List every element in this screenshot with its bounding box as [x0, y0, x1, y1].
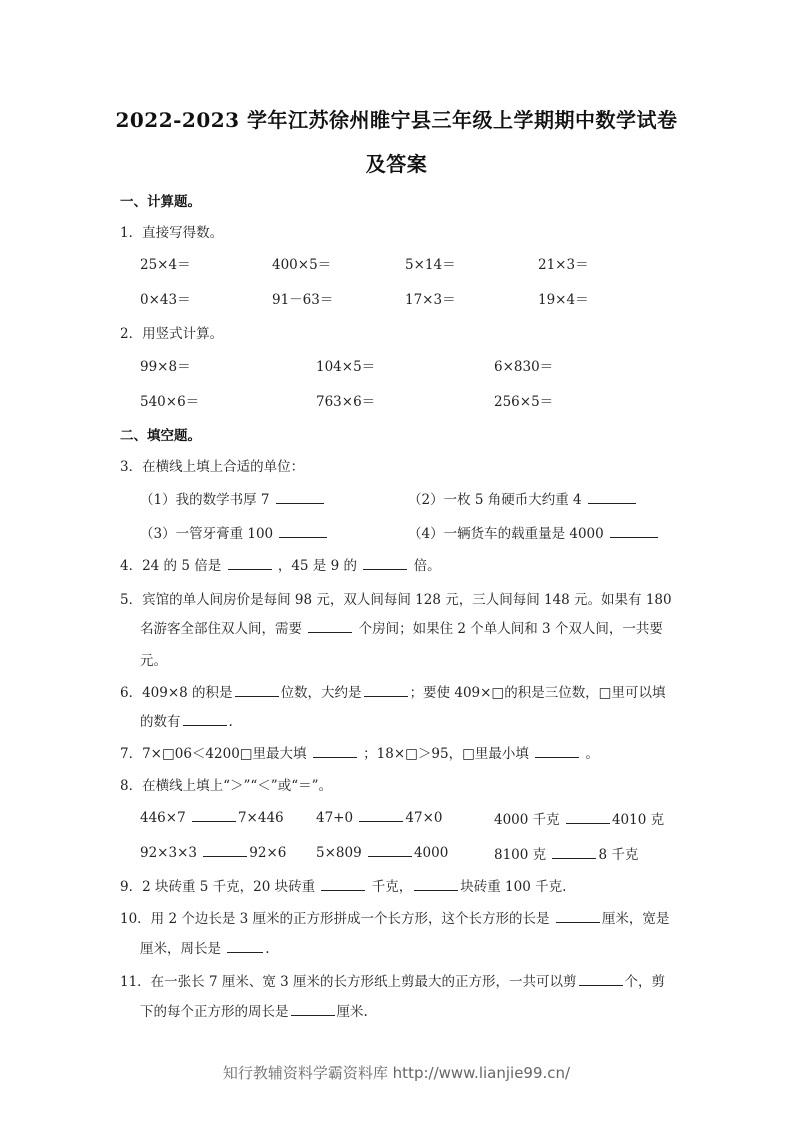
q3-item-text: （4）一辆货车的载重量是 4000: [408, 526, 604, 542]
question-2-prompt: 2．用竖式计算。: [120, 326, 224, 342]
answer-blank[interactable]: [279, 524, 327, 538]
answer-blank[interactable]: [535, 744, 579, 758]
answer-blank[interactable]: [291, 1002, 335, 1016]
q2-item: 104×5＝: [316, 359, 376, 375]
q7-text: ；18×□＞95，□里最小填: [363, 746, 529, 762]
q7-text: 7．7×□06＜4200□里最大填: [120, 746, 307, 762]
q7-text: 。: [585, 746, 599, 762]
section-heading-fill-in: 二、填空题。: [120, 428, 201, 444]
q6-text: 的数有: [140, 714, 181, 730]
answer-blank[interactable]: [610, 524, 658, 538]
answer-blank[interactable]: [203, 843, 247, 857]
document-title-line1: 2022-2023 学年江苏徐州睢宁县三年级上学期期中数学试卷: [115, 108, 678, 132]
answer-blank[interactable]: [276, 490, 324, 504]
q8-compare: [316, 808, 442, 826]
q9-text: 块砖重 100 千克.: [460, 879, 567, 895]
q1-item: 19×4＝: [538, 292, 589, 308]
answer-blank[interactable]: [192, 808, 236, 822]
answer-blank[interactable]: [368, 843, 412, 857]
answer-blank[interactable]: [228, 556, 272, 570]
answer-blank[interactable]: [359, 808, 403, 822]
answer-blank[interactable]: [321, 877, 365, 891]
question-11-line1: [120, 970, 665, 990]
answer-blank[interactable]: [183, 712, 227, 726]
q8-right: 7×446: [237, 810, 284, 826]
q8-right: 92×6: [249, 845, 287, 861]
q10-text: 厘米，周长是: [140, 941, 221, 957]
q3-item: [140, 522, 329, 542]
q8-left: 47+0: [316, 810, 354, 826]
answer-blank[interactable]: [364, 683, 408, 697]
q4-text: 4．24 的 5 倍是: [120, 558, 222, 574]
q8-left: 8100 克: [494, 847, 547, 863]
q8-right: 4000: [413, 845, 449, 861]
q10-text: 厘米，宽是: [601, 911, 670, 927]
q8-compare: [316, 843, 448, 861]
q6-text: ；要使 409×□的积是三位数，□里可以填: [409, 685, 666, 701]
answer-blank[interactable]: [588, 490, 636, 504]
q1-item: 21×3＝: [538, 257, 589, 273]
q10-text: 10．用 2 个边长是 3 厘米的正方形拼成一个长方形，这个长方形的长是: [120, 911, 550, 927]
q8-compare: [140, 808, 284, 826]
q6-text: 6．409×8 的积是: [120, 685, 233, 701]
q11-text: 下的每个正方形的周长是: [140, 1004, 289, 1020]
question-9: [120, 875, 566, 895]
q2-item: 6×830＝: [494, 359, 554, 375]
q1-item: 91－63＝: [272, 292, 334, 308]
answer-blank[interactable]: [556, 909, 600, 923]
q2-item: 99×8＝: [140, 359, 191, 375]
question-8-prompt: 8．在横线上填上“＞”“＜”或“＝”。: [120, 778, 332, 794]
question-11-line2: [140, 1000, 368, 1020]
answer-blank[interactable]: [552, 845, 596, 859]
question-7: [120, 742, 599, 762]
question-5-line1: 5．宾馆的单人间房价是每间 98 元，双人间每间 128 元，三人间每间 148 元。如果有 180: [120, 592, 672, 608]
answer-blank[interactable]: [566, 810, 610, 824]
question-6-line1: [120, 681, 665, 701]
q3-item-text: （1）我的数学书厚 7: [140, 492, 270, 508]
q2-item: 256×5＝: [494, 394, 554, 410]
q8-compare: [140, 843, 286, 861]
q6-text: .: [228, 714, 233, 730]
q8-left: 5×809: [316, 845, 362, 861]
question-10-line2: [140, 937, 270, 957]
answer-blank[interactable]: [579, 972, 623, 986]
q5-text: 个房间；如果住 2 个单人间和 3 个双人间，一共要: [358, 621, 663, 637]
section-heading-calculation: 一、计算题。: [120, 194, 201, 210]
q5-text: 名游客全部住双人间，需要: [140, 621, 302, 637]
q8-left: 4000 千克: [494, 812, 560, 828]
q8-right: 8 千克: [598, 847, 639, 863]
question-3-prompt: 3．在横线上填上合适的单位：: [120, 459, 305, 475]
q1-item: 0×43＝: [140, 292, 191, 308]
q6-text: 位数，大约是: [280, 685, 362, 701]
q1-item: 17×3＝: [405, 292, 456, 308]
answer-blank[interactable]: [363, 556, 407, 570]
q8-left: 446×7: [140, 810, 186, 826]
answer-blank[interactable]: [414, 877, 458, 891]
answer-blank[interactable]: [308, 619, 352, 633]
q2-item: 540×6＝: [140, 394, 200, 410]
question-5-line2: [140, 617, 663, 637]
q8-compare: [494, 843, 638, 863]
footer-watermark: 知行教辅资料学霸资料库 http://www.lianjie99.cn/: [222, 1064, 571, 1082]
q8-compare: [494, 808, 664, 828]
q3-item: [408, 488, 638, 508]
question-1-prompt: 1．直接写得数。: [120, 225, 224, 241]
q9-text: 千克，: [371, 879, 413, 895]
q3-item-text: （2）一枚 5 角硬币大约重 4: [408, 492, 582, 508]
q1-item: 400×5＝: [272, 257, 332, 273]
q1-item: 25×4＝: [140, 257, 191, 273]
document-title-line2: 及答案: [365, 152, 428, 176]
question-4: [120, 554, 441, 574]
question-6-line2: [140, 710, 233, 730]
question-5-line3: 元。: [140, 653, 167, 669]
q3-item: [408, 522, 660, 542]
q4-text: ，45 是 9 的: [277, 558, 357, 574]
q11-text: 厘米.: [336, 1004, 368, 1020]
answer-blank[interactable]: [313, 744, 357, 758]
q8-left: 92×3×3: [140, 845, 197, 861]
q8-right: 47×0: [405, 810, 443, 826]
q4-text: 倍。: [413, 558, 441, 574]
q1-item: 5×14＝: [405, 257, 456, 273]
q11-text: 11．在一张长 7 厘米、宽 3 厘米的长方形纸上剪最大的正方形，一共可以剪: [120, 974, 577, 990]
question-10-line1: [120, 907, 669, 927]
q3-item: [140, 488, 326, 508]
answer-blank[interactable]: [235, 683, 279, 697]
q8-right: 4010 克: [611, 812, 665, 828]
answer-blank[interactable]: [227, 939, 263, 953]
q10-text: .: [265, 941, 270, 957]
q2-item: 763×6＝: [316, 394, 376, 410]
q11-text: 个，剪: [624, 974, 666, 990]
q3-item-text: （3）一管牙膏重 100: [140, 526, 274, 542]
q9-text: 9．2 块砖重 5 千克，20 块砖重: [120, 879, 316, 895]
